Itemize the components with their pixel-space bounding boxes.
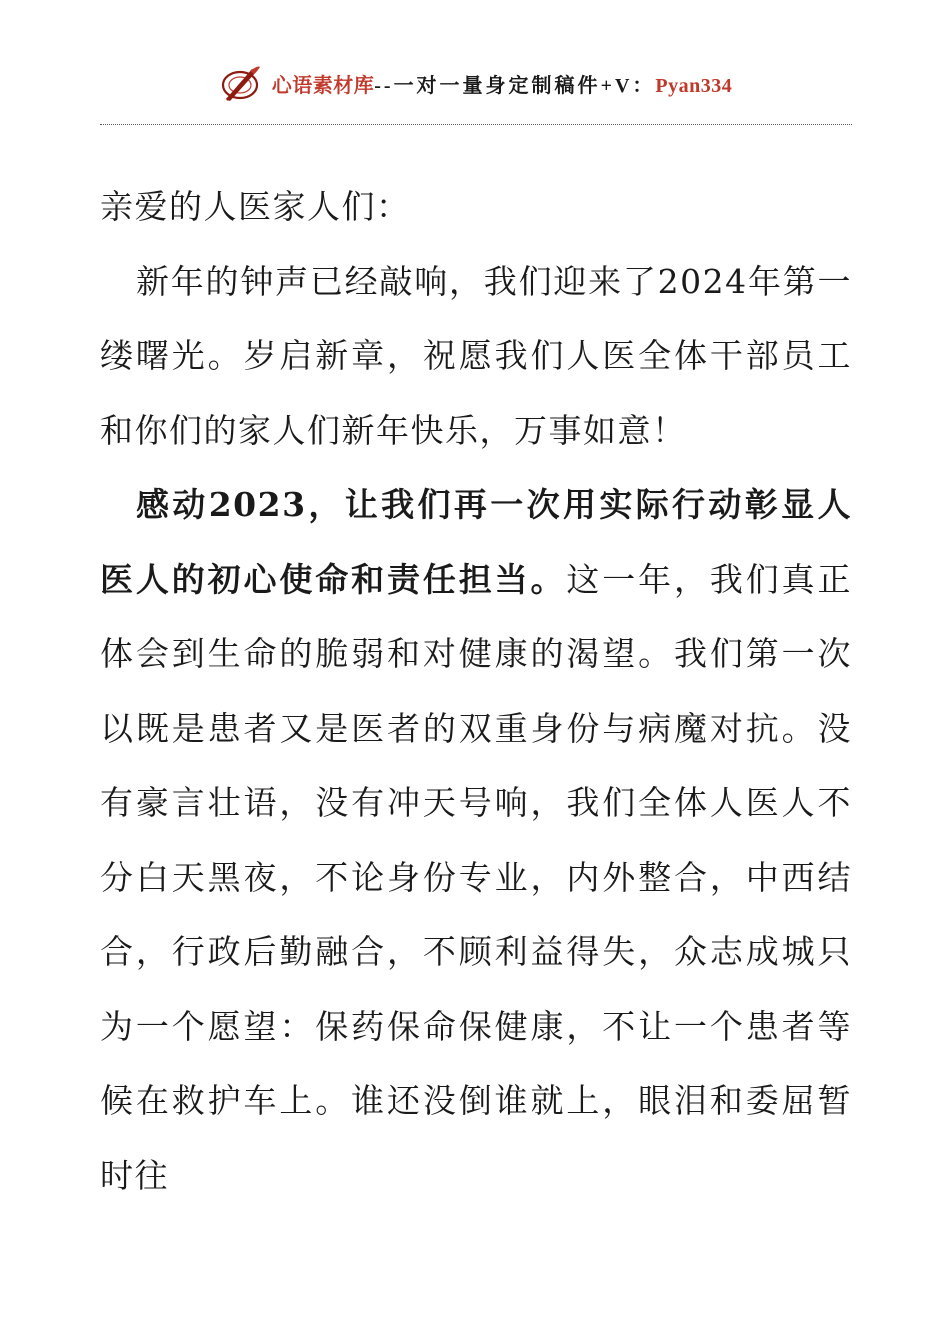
contact-id: Pyan334: [655, 74, 733, 97]
page-header: [0, 58, 950, 108]
header-text: [272, 69, 733, 98]
brand-name: 心语素材库: [271, 74, 375, 97]
letter-body: [100, 170, 852, 1213]
header-separator: --: [374, 74, 394, 97]
emphasis-text: 感动2023，让我们再一次用实际行动彰显人医人的初心使命和责任担当。: [100, 485, 852, 599]
letter-paragraph-2: [100, 468, 852, 1213]
header-divider: [100, 124, 852, 125]
letter-greeting: 亲爱的人医家人们：: [100, 187, 411, 226]
contact-prefix: +V：: [600, 74, 656, 97]
quill-pen-logo-icon: [218, 63, 262, 103]
letter-paragraph-1: 新年的钟声已经敲响，我们迎来了2024年第一缕曙光。岁启新章，祝愿我们人医全体干部员工和你们的家人们新年快乐，万事如意！: [100, 261, 852, 450]
paragraph-text: 这一年，我们真正体会到生命的脆弱和对健康的渴望。我们第一次以既是患者又是医者的双重身份与病魔对抗。没有豪言壮语，没有冲天号响，我们全体人医人不分白天黑夜，不论身份专业，内外整合，中西结合，行政后勤融合，不顾利益得失，众志成城只为一个愿望：保药保命保健康，不让一个患者等候在救护车上。谁还没倒谁就上，眼泪和委屈暂时往: [100, 559, 852, 1195]
header-slogan: 一对一量身定制稿件: [393, 74, 601, 97]
